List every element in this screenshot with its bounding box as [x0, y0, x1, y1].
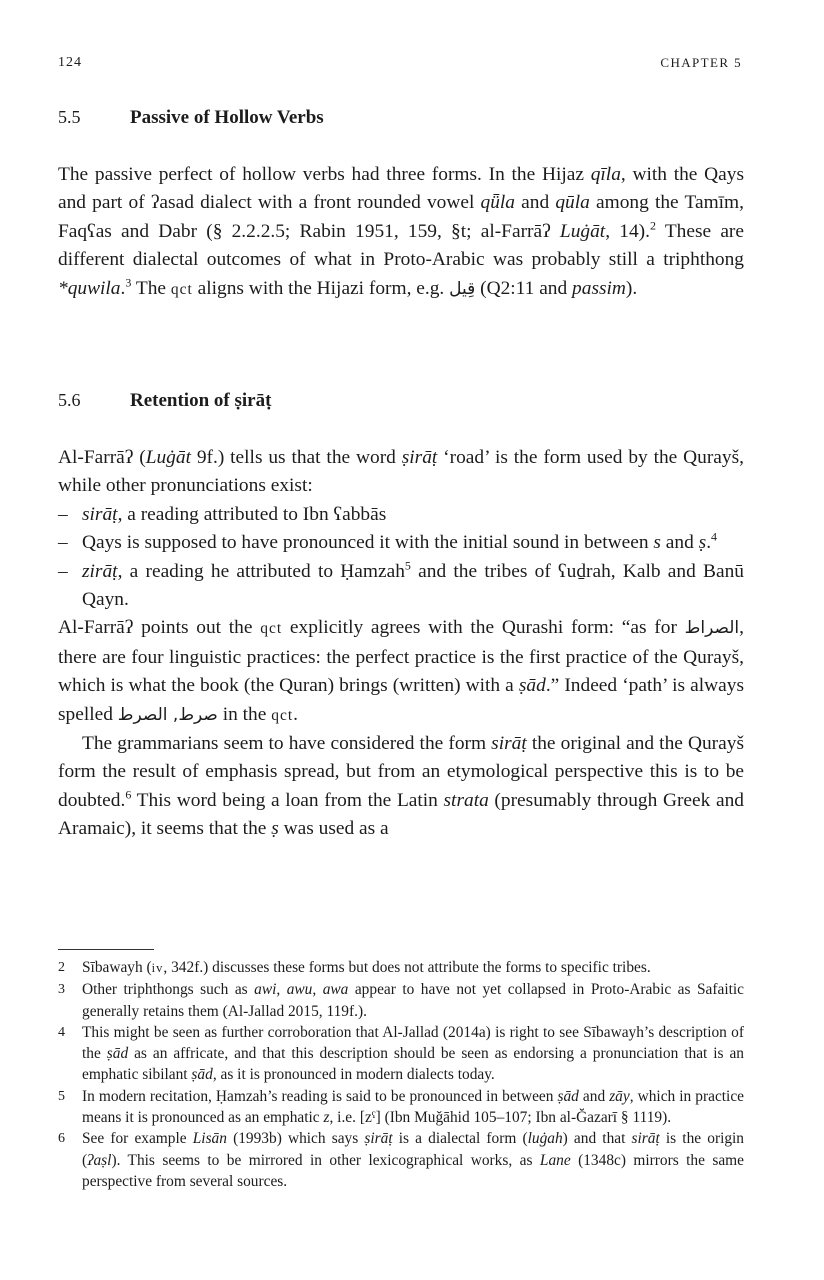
footnote-divider	[58, 949, 154, 950]
footnote-ref: 6	[125, 787, 132, 802]
footnote: 3 Other triphthongs such as awi, awu, awa appear to have not yet collapsed in Proto-Arabic as Safaitic generally retains them (Al-Jallad 2015, 119f.).	[58, 981, 744, 1020]
section-number: 5.6	[58, 390, 81, 410]
arabic-word: صرط, الصرط	[117, 704, 218, 725]
section-title: Passive of Hollow Verbs	[130, 107, 324, 128]
section-5-6-body	[58, 444, 744, 844]
footnote: 6 See for example Lisān (1993b) which says ṣirāṭ is a dialectal form (luġah) and that sirāṭ is the origin (ʔaṣl). This seems to be mirrored in other lexicographical works, as Lane (1348c) mirrors the same perspective from several sources.	[58, 1130, 745, 1190]
section-heading-5-6	[58, 390, 271, 412]
page-number: 124	[58, 55, 82, 70]
chapter-label: CHAPTER 5	[660, 55, 742, 70]
section-title: Retention of ṣirāṭ	[130, 390, 272, 411]
footnote-ref: 2	[649, 218, 656, 233]
arabic-word: قِيل	[449, 278, 476, 299]
footnote-ref: 5	[404, 558, 411, 573]
paragraph: The passive perfect of hollow verbs had three forms. In the Hijaz qīla, with the Qays and part of ʔasad dialect with a front rounded vowel qǖla and qūla among the Tamīm, Faqʕas and Dabr (§ 2.2.2.5; Rabin 1951, 159, §t; al-Farrāʔ Luġāt, 14).$^2$ These are different dialectal outcomes of what in Proto-Arabic was probably still a triphthong *quwila.$^3$ The qct aligns with the Hijazi form, e.g. قِيل (Q2:11 and passim).	[58, 164, 744, 299]
section-number: 5.5	[58, 107, 81, 127]
arabic-word: الصراط	[684, 618, 740, 639]
list-item: – zirāṭ, a reading he attributed to Ḥamzah$^5$ and the tribes of ʕuḏrah, Kalb and Banū Qayn.	[58, 558, 744, 615]
paragraph: Al-Farrāʔ (Luġāt 9f.) tells us that the word ṣirāṭ ‘road’ is the form used by the Qurayš, while other pronunciations exist:	[58, 447, 744, 497]
footnote-ref: 4	[711, 529, 718, 544]
list-item: – Qays is supposed to have pronounced it with the initial sound in between s and ṣ.$^4$	[58, 529, 744, 557]
footnote: 5 In modern recitation, Ḥamzah’s reading is said to be pronounced in between ṣād and zāy, which in practice means it is pronounced as an emphatic z, i.e. [zˤ] (Ibn Muǧāhid 105–107; Ibn al-Ğazarī § 1119).	[58, 1087, 744, 1127]
qct-abbrev: qct	[170, 280, 193, 298]
footnote: 4 This might be seen as further corroboration that Al-Jallad (2014a) is right to see Sībawayh’s description of the ṣād as an affricate, and that this description should be seen as endorsing a pronunciation that is an emphatic sibilant ṣād, as it is pronounced in modern dialects today.	[58, 1023, 745, 1084]
footnote: 2 Sībawayh (iv, 342f.) discusses these forms but does not attribute the forms to specific tribes.	[58, 959, 651, 976]
section-5-5-body	[58, 161, 744, 304]
footnote-ref: 3	[125, 275, 132, 290]
paragraph: The grammarians seem to have considered the form sirāṭ the original and the Qurayš form the result of emphasis spread, but from an etymological perspective this is to be doubted.$^6$ This word being a loan from the Latin strata (presumably through Greek and Aramaic), it seems that the ṣ was used as a	[58, 733, 744, 840]
footnotes	[58, 957, 744, 1192]
paragraph: Al-Farrāʔ points out the qct explicitly agrees with the Qurashi form: “as for الصراط, there are four linguistic practices: the perfect practice is the first practice of the Qurayš, which is what the book (the Quran) brings (written) with a ṣād.” Indeed ‘path’ is always spelled صرط, الصرط in the qct.	[58, 617, 744, 725]
section-heading-5-5	[58, 107, 324, 129]
list-item: – sirāṭ, a reading attributed to Ibn ʕabbās	[58, 501, 744, 529]
